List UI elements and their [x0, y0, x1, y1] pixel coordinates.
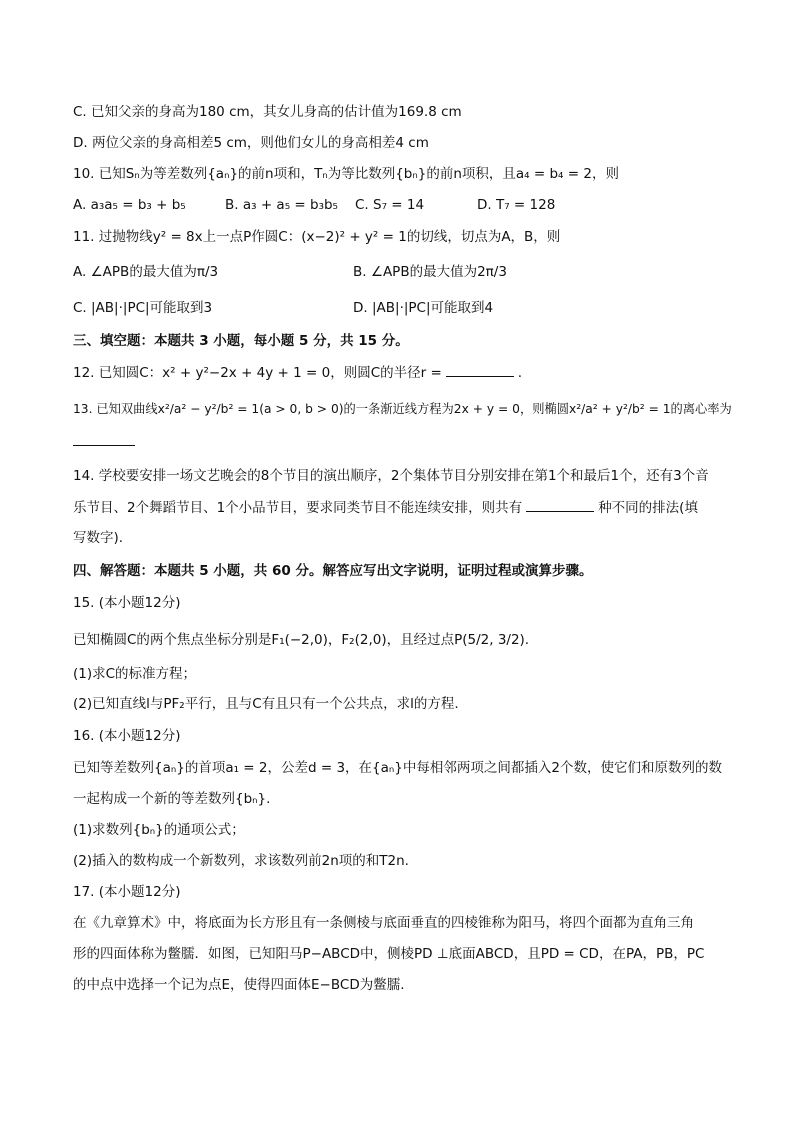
q11-option-a: A. ∠APB的最大值为π/3	[73, 264, 219, 280]
q13-stem: 13. 已知双曲线x²/a² − y²/b² = 1(a > 0, b > 0)的一条渐近线方程为2x + y = 0，则椭圆x²/a² + y²/b² = 1的离心率为	[73, 402, 732, 416]
q11-stem: 11. 过抛物线y² = 8x上一点P作圆C：(x−2)² + y² = 1的切线，切点为A，B，则	[73, 229, 561, 245]
q16-part-2: (2)插入的数构成一个新数列，求该数列前2n项的和T2n.	[73, 853, 409, 869]
q15-stem: 已知椭圆C的两个焦点坐标分别是F₁(−2,0)，F₂(2,0)，且经过点P(5/2, 3/2).	[73, 632, 530, 648]
q9-option-c: C. 已知父亲的身高为180 cm，其女儿身高的估计值为169.8 cm	[73, 104, 462, 120]
q12-period: .	[517, 365, 523, 381]
q17-stem-1: 在《九章算术》中，将底面为长方形且有一条侧棱与底面垂直的四棱锥称为阳马，将四个面都为直角三角	[73, 915, 694, 931]
q16-stem-2: 一起构成一个新的等差数列{bₙ}.	[73, 791, 271, 807]
q16-header: 16. (本小题12分)	[73, 728, 181, 744]
q10-option-c: C. S₇ = 14	[355, 197, 425, 213]
q11-option-d: D. |AB|·|PC|可能取到4	[353, 300, 494, 316]
q14-text-a: 乐节目、2个舞蹈节目、1个小品节目，要求同类节目不能连续安排，则共有	[73, 500, 523, 516]
q11-option-b: B. ∠APB的最大值为2π/3	[353, 264, 507, 280]
q10-option-a: A. a₃a₅ = b₃ + b₅	[73, 197, 186, 213]
q14-line-2	[73, 497, 733, 518]
q17-header: 17. (本小题12分)	[73, 884, 181, 900]
q13-answer-blank[interactable]	[73, 431, 135, 446]
q10-option-b: B. a₃ + a₅ = b₃b₅	[225, 197, 338, 213]
section-fill-in-heading: 三、填空题：本题共 3 小题，每小题 5 分，共 15 分。	[73, 333, 409, 349]
q10-stem: 10. 已知Sₙ为等差数列{aₙ}的前n项和，Tₙ为等比数列{bₙ}的前n项积，且a₄ = b₄ = 2，则	[73, 166, 619, 182]
q10-option-d: D. T₇ = 128	[477, 197, 556, 213]
q11-option-c: C. |AB|·|PC|可能取到3	[73, 300, 213, 316]
q16-part-1: (1)求数列{bₙ}的通项公式；	[73, 822, 245, 838]
q13-answer-line	[73, 431, 733, 452]
section-answer-heading: 四、解答题：本题共 5 小题，共 60 分。解答应写出文字说明，证明过程或演算步骤。	[73, 563, 593, 579]
q14-line-3: 写数字).	[73, 530, 124, 546]
q14-line-1: 14. 学校要安排一场文艺晚会的8个节目的演出顺序，2个集体节目分别安排在第1个和最后1个，还有3个音	[73, 468, 709, 484]
q14-text-b: 种不同的排法(填	[598, 500, 698, 516]
q15-part-2: (2)已知直线l与PF₂平行，且与C有且只有一个公共点，求l的方程.	[73, 696, 459, 712]
q16-stem-1: 已知等差数列{aₙ}的首项a₁ = 2，公差d = 3，在{aₙ}中每相邻两项之间都插入2个数，使它们和原数列的数	[73, 760, 722, 776]
q17-stem-3: 的中点中选择一个记为点E，使得四面体E−BCD为鳖臑.	[73, 977, 405, 993]
q12-stem	[73, 362, 733, 383]
q14-answer-blank[interactable]	[526, 497, 594, 512]
q12-text: 12. 已知圆C：x² + y²−2x + 4y + 1 = 0，则圆C的半径r =	[73, 365, 442, 381]
q12-answer-blank[interactable]	[446, 362, 514, 377]
q9-option-d: D. 两位父亲的身高相差5 cm，则他们女儿的身高相差4 cm	[73, 135, 429, 151]
q15-part-1: (1)求C的标准方程；	[73, 666, 197, 682]
q15-header: 15. (本小题12分)	[73, 595, 181, 611]
q17-stem-2: 形的四面体称为鳖臑．如图，已知阳马P−ABCD中，侧棱PD ⊥底面ABCD，且PD = CD，在PA，PB，PC	[73, 946, 705, 962]
